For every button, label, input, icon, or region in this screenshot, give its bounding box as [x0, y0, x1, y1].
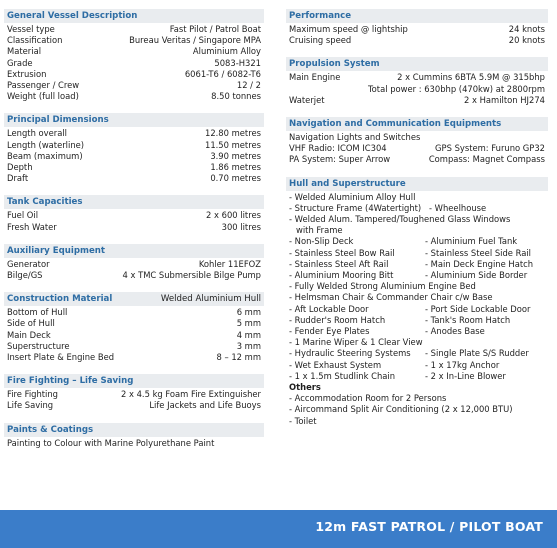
spec-row: [4, 307, 264, 318]
hull-pair: [286, 371, 548, 382]
section-title: Tank Capacities: [4, 195, 264, 209]
spec-row: [4, 162, 264, 173]
spec-row: [4, 58, 264, 69]
spec-key: Depth: [7, 162, 33, 173]
spec-value: Life Jackets and Life Buoys: [149, 400, 261, 411]
section-title-value: Welded Aluminium Hull: [160, 294, 261, 305]
spec-row: [4, 46, 264, 57]
spec-value: 12 / 2: [236, 80, 261, 91]
spec-key: Bottom of Hull: [7, 307, 68, 318]
spec-value: 1.86 metres: [210, 162, 261, 173]
spec-value: 6 mm: [236, 307, 261, 318]
firefighting-section: [4, 374, 264, 411]
hull-item: - Aluminium Side Border: [425, 270, 528, 281]
hull-item: - Non-Slip Deck: [289, 236, 354, 247]
hull-item: - Anodes Base: [425, 326, 485, 337]
hull-item: - 1 x 17kg Anchor: [425, 359, 500, 370]
spec-value: 5083-H321: [214, 57, 261, 68]
section-title: General Vessel Description: [4, 9, 264, 23]
hull-item: - Aluminium Mooring Bitt: [289, 270, 394, 281]
spec-value: Bureau Veritas / Singapore MPA: [129, 35, 261, 46]
spec-key: Main Deck: [7, 329, 51, 340]
footer-title: 12m FAST PATROL / PILOT BOAT: [315, 519, 543, 534]
spec-value: 6061-T6 / 6082-T6: [184, 68, 261, 79]
spec-value: 300 litres: [221, 221, 261, 232]
total-power: Total power : 630bhp (470kw) at 2800rpm: [367, 83, 545, 94]
hull-item: - Fender Eye Plates: [289, 326, 370, 337]
spec-value: 2 x Cummins 6BTA 5.9M @ 315bhp: [397, 72, 545, 83]
hull-item: - Wet Exhaust System: [289, 359, 382, 370]
hull-item: - Welded Aluminium Alloy Hull: [289, 191, 416, 202]
hull-pair: [286, 348, 548, 359]
section-title: Propulsion System: [286, 57, 548, 71]
spec-row: [4, 270, 264, 281]
spec-value: 2 x 4.5 kg Foam Fire Extinguisher: [120, 389, 261, 400]
spec-value: 20 knots: [508, 35, 545, 46]
spec-row: [4, 69, 264, 80]
hull-item: - Stainless Steel Side Rail: [425, 247, 532, 258]
section-title: Navigation and Communication Equipments: [286, 117, 548, 131]
spec-key: Draft: [7, 173, 29, 184]
spec-row: [4, 24, 264, 35]
spec-key: Passenger / Crew: [7, 80, 80, 91]
construction-section: [4, 292, 264, 363]
hull-item: - Port Side Lockable Door: [425, 303, 531, 314]
spec-key: Beam (maximum): [7, 150, 83, 161]
spec-row: [4, 222, 264, 233]
hull-item: - Hydraulic Steering Systems: [289, 348, 411, 359]
hull-item: - 1 Marine Wiper & 1 Clear View: [289, 337, 423, 348]
spec-row: [4, 352, 264, 363]
spec-value: 4 x TMC Submersible Bilge Pump: [122, 270, 261, 281]
hull-item: - Stainless Steel Bow Rail: [289, 247, 395, 258]
nav-item: Compass: Magnet Compass: [428, 154, 545, 165]
left-column: [4, 9, 264, 455]
hull-item: with Frame: [296, 225, 343, 236]
hull-pair: [286, 203, 548, 214]
nav-item: VHF Radio: ICOM IC304: [289, 143, 387, 154]
spec-key: Insert Plate & Engine Bed: [7, 352, 115, 363]
hull-pair: [286, 304, 548, 315]
hull-item: - Stainless Steel Aft Rail: [289, 258, 389, 269]
spec-row: [4, 259, 264, 270]
hull-item: - Wheelhouse: [429, 202, 487, 213]
spec-row: [4, 173, 264, 184]
spec-row: [286, 72, 548, 83]
spec-row: [4, 91, 264, 102]
hull-item: - Rudder's Room Hatch: [289, 314, 386, 325]
spec-key: Fuel Oil: [7, 210, 39, 221]
spec-key: Weight (full load): [7, 91, 79, 102]
section-title: Principal Dimensions: [4, 113, 264, 127]
section-title: Performance: [286, 9, 548, 23]
spec-key: Superstructure: [7, 340, 70, 351]
spec-key: Main Engine: [289, 72, 341, 83]
spec-value: 2 x Hamilton HJ274: [464, 94, 545, 105]
spec-value: 3 mm: [236, 340, 261, 351]
spec-key: Cruising speed: [289, 35, 352, 46]
spec-key: Material: [7, 46, 42, 57]
section-title: Paints & Coatings: [4, 423, 264, 437]
performance-section: [286, 9, 548, 46]
nav-line: Navigation Lights and Switches: [289, 132, 421, 143]
spec-key: Life Saving: [7, 400, 54, 411]
tanks-section: [4, 195, 264, 232]
right-column: [286, 9, 548, 433]
hull-pair: [286, 360, 548, 371]
spec-key: Length overall: [7, 128, 68, 139]
others-label: Others: [289, 382, 321, 393]
propulsion-section: [286, 57, 548, 106]
hull-pair: [286, 326, 548, 337]
spec-row: [4, 35, 264, 46]
spec-row: [286, 95, 548, 106]
spec-value: 12.80 metres: [204, 128, 261, 139]
spec-value: Fast Pilot / Patrol Boat: [169, 24, 261, 34]
spec-row: [4, 128, 264, 139]
hull-item: - 2 x In-Line Blower: [425, 370, 506, 381]
section-title: Auxiliary Equipment: [4, 244, 264, 258]
hull-item: - Structure Frame (4Watertight): [289, 202, 422, 213]
hull-item: - Helmsman Chair & Commander Chair c/w Base: [289, 292, 493, 303]
nav-item: PA System: Super Arrow: [289, 154, 391, 165]
spec-row: [286, 35, 548, 46]
spec-key: Generator: [7, 258, 50, 269]
hull-item: - 1 x 1.5m Studlink Chain: [289, 370, 396, 381]
auxiliary-section: [4, 244, 264, 281]
nav-pair: [286, 143, 548, 154]
others-item: - Accommodation Room for 2 Persons: [289, 393, 447, 404]
nav-pair: [286, 154, 548, 165]
paints-section: [4, 423, 264, 449]
navigation-section: [286, 117, 548, 166]
spec-row: [4, 140, 264, 151]
others-item: - Aircommand Split Air Conditioning (2 x 12,000 BTU): [289, 404, 513, 415]
spec-row: [4, 318, 264, 329]
paints-text: Painting to Colour with Marine Polyurethane Paint: [7, 437, 215, 448]
spec-value: 8.50 tonnes: [211, 91, 261, 102]
hull-item: - Tank's Room Hatch: [425, 314, 511, 325]
spec-key: Bilge/GS: [7, 270, 43, 281]
others-item: - Toilet: [289, 415, 317, 426]
spec-value: 4 mm: [236, 329, 261, 340]
spec-key: Fresh Water: [7, 221, 57, 232]
spec-key: Classification: [7, 35, 63, 46]
spec-value: Aluminium Alloy: [192, 46, 261, 57]
spec-key: Fire Fighting: [7, 389, 58, 400]
spec-row: [4, 330, 264, 341]
spec-value: Kohler 11EFOZ: [198, 258, 261, 269]
hull-pair: [286, 259, 548, 270]
spec-key: Vessel type: [7, 24, 55, 34]
hull-item: - Aft Lockable Door: [289, 303, 369, 314]
section-title: Hull and Superstructure: [286, 177, 548, 191]
spec-row: [4, 80, 264, 91]
nav-item: GPS System: Furuno GP32: [435, 143, 545, 154]
spec-value: 2 x 600 litres: [206, 210, 261, 221]
spec-key: Side of Hull: [7, 318, 55, 329]
hull-item: - Fully Welded Strong Aluminium Engine Bed: [289, 281, 476, 292]
hull-section: [286, 177, 548, 427]
spec-key: Waterjet: [289, 94, 325, 105]
hull-pair: [286, 315, 548, 326]
general-section: [4, 9, 264, 102]
hull-pair: [286, 248, 548, 259]
spec-row: [4, 400, 264, 411]
hull-item: - Main Deck Engine Hatch: [425, 258, 534, 269]
section-title-text: Construction Material: [7, 294, 113, 305]
spec-value: 24 knots: [508, 24, 545, 34]
spec-value: 0.70 metres: [210, 173, 261, 184]
spec-row: [4, 210, 264, 221]
spec-value: 11.50 metres: [204, 139, 261, 150]
spec-value: 8 – 12 mm: [216, 352, 261, 363]
section-title: Fire Fighting – Life Saving: [4, 374, 264, 388]
spec-row: [286, 24, 548, 35]
hull-item: - Welded Alum. Tampered/Toughened Glass Windows: [289, 214, 511, 225]
spec-row: [4, 389, 264, 400]
spec-key: Maximum speed @ lightship: [289, 24, 408, 34]
spec-key: Grade: [7, 57, 33, 68]
footer-banner: [0, 510, 557, 548]
spec-key: Extrusion: [7, 68, 47, 79]
section-title: [4, 292, 264, 306]
spec-row: [4, 341, 264, 352]
spec-value: 5 mm: [236, 318, 261, 329]
hull-pair: [286, 270, 548, 281]
spec-key: Length (waterline): [7, 139, 85, 150]
dimensions-section: [4, 113, 264, 184]
hull-item: - Single Plate S/S Rudder: [425, 348, 529, 359]
spec-value: 3.90 metres: [210, 150, 261, 161]
hull-item: - Aluminium Fuel Tank: [425, 236, 518, 247]
spec-row: [4, 151, 264, 162]
hull-pair: [286, 236, 548, 247]
